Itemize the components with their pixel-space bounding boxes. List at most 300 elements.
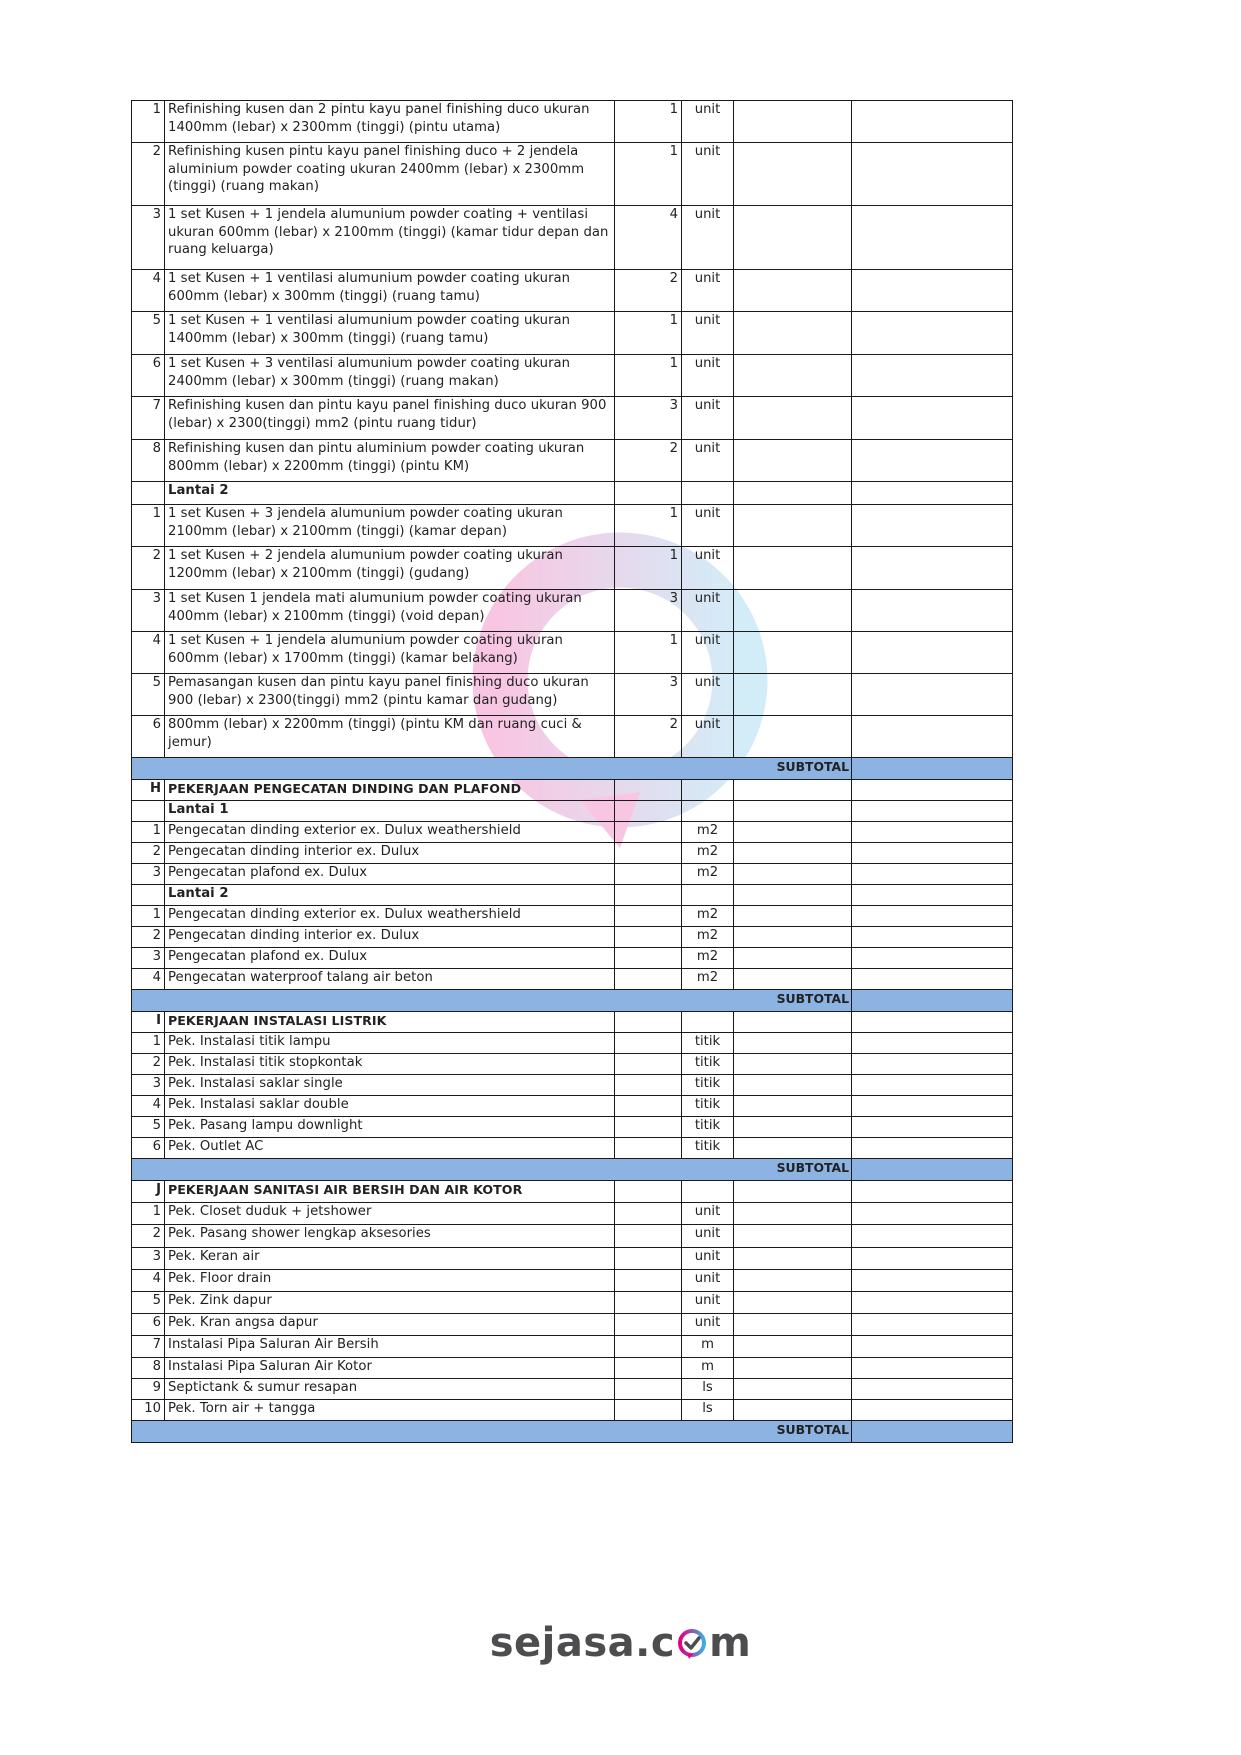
quantity-cell [615,1336,682,1358]
total-price-cell [852,1012,1013,1033]
table-row [132,355,1013,397]
item-number-cell: 9 [132,1379,165,1400]
quantity-cell: 1 [615,143,682,206]
item-number-cell: 4 [132,632,165,674]
unit-price-cell [734,1225,852,1248]
item-number-cell: J [132,1181,165,1203]
subtotal-value-cell [852,1421,1013,1443]
total-price-cell [852,822,1013,843]
unit-cell: unit [682,440,734,482]
item-number-cell: 6 [132,1138,165,1159]
item-number-cell: 1 [132,1203,165,1225]
item-number-cell: 2 [132,547,165,590]
item-number-cell: 4 [132,969,165,990]
item-description-cell: 1 set Kusen 1 jendela mati alumunium powder coating ukuran 400mm (lebar) x 2100mm (tinggi) (void depan) [165,590,615,632]
table-row [132,206,1013,270]
unit-cell: titik [682,1054,734,1075]
total-price-cell [852,1314,1013,1336]
subsection-row [132,801,1013,822]
item-number-cell: 4 [132,1096,165,1117]
quantity-cell [615,864,682,885]
item-number-cell: 8 [132,440,165,482]
quantity-cell: 4 [615,206,682,270]
unit-cell: titik [682,1096,734,1117]
quantity-cell: 2 [615,270,682,312]
quantity-cell [615,1400,682,1421]
item-number-cell: H [132,780,165,801]
quantity-cell: 1 [615,101,682,143]
quantity-cell [615,1138,682,1159]
item-description-cell: Pek. Instalasi saklar single [165,1075,615,1096]
item-number-cell: I [132,1012,165,1033]
total-price-cell [852,906,1013,927]
item-number-cell: 7 [132,397,165,440]
table-row [132,1203,1013,1225]
unit-cell: titik [682,1075,734,1096]
unit-cell: m2 [682,948,734,969]
unit-price-cell [734,1400,852,1421]
table-row [132,397,1013,440]
unit-price-cell [734,948,852,969]
unit-price-cell [734,822,852,843]
unit-price-cell [734,1336,852,1358]
subtotal-spacer [132,1159,165,1181]
quantity-cell [615,1314,682,1336]
item-number-cell: 2 [132,843,165,864]
table-row [132,1379,1013,1400]
table-row [132,590,1013,632]
item-description-cell: Lantai 1 [165,801,615,822]
table-row [132,927,1013,948]
unit-price-cell [734,1292,852,1314]
item-description-cell: 800mm (lebar) x 2200mm (tinggi) (pintu KM dan ruang cuci & jemur) [165,716,615,758]
item-number-cell: 3 [132,1075,165,1096]
table-row [132,1225,1013,1248]
unit-price-cell [734,969,852,990]
unit-cell: unit [682,590,734,632]
quantity-cell [615,948,682,969]
quantity-cell [615,1358,682,1379]
unit-price-cell [734,780,852,801]
item-description-cell: Pek. Pasang lampu downlight [165,1117,615,1138]
unit-cell: unit [682,101,734,143]
item-description-cell: Pengecatan dinding exterior ex. Dulux weathershield [165,822,615,843]
table-row [132,270,1013,312]
item-number-cell: 6 [132,716,165,758]
unit-cell: m2 [682,969,734,990]
quantity-cell [615,1012,682,1033]
total-price-cell [852,547,1013,590]
table-row [132,948,1013,969]
subsection-row [132,885,1013,906]
table-row [132,547,1013,590]
item-description-cell: Pemasangan kusen dan pintu kayu panel finishing duco ukuran 900 (lebar) x 2300(tinggi) mm2 (pintu kamar dan gudang) [165,674,615,716]
item-number-cell: 1 [132,1033,165,1054]
unit-cell: unit [682,143,734,206]
quantity-cell: 2 [615,440,682,482]
quantity-cell: 3 [615,674,682,716]
item-description-cell: 1 set Kusen + 1 jendela alumunium powder coating + ventilasi ukuran 600mm (lebar) x 2100mm (tinggi) (kamar tidur depan dan ruang keluarga) [165,206,615,270]
unit-cell: unit [682,355,734,397]
table-row [132,716,1013,758]
unit-price-cell [734,355,852,397]
table-row [132,1075,1013,1096]
item-description-cell: Pek. Floor drain [165,1270,615,1292]
unit-price-cell [734,716,852,758]
unit-cell: unit [682,1203,734,1225]
total-price-cell [852,355,1013,397]
item-number-cell: 1 [132,101,165,143]
table-row [132,843,1013,864]
item-number-cell: 10 [132,1400,165,1421]
table-row [132,969,1013,990]
item-number-cell: 3 [132,948,165,969]
total-price-cell [852,206,1013,270]
item-description-cell: 1 set Kusen + 3 ventilasi alumunium powder coating ukuran 2400mm (lebar) x 300mm (tinggi) (ruang makan) [165,355,615,397]
subtotal-spacer [132,990,165,1012]
total-price-cell [852,1248,1013,1270]
unit-cell: unit [682,547,734,590]
table-row [132,1270,1013,1292]
unit-price-cell [734,1075,852,1096]
item-description-cell: Pek. Outlet AC [165,1138,615,1159]
unit-price-cell [734,1248,852,1270]
unit-cell: ls [682,1379,734,1400]
total-price-cell [852,143,1013,206]
subtotal-row [132,1159,1013,1181]
unit-cell: unit [682,206,734,270]
unit-cell: titik [682,1138,734,1159]
item-description-cell: Pek. Keran air [165,1248,615,1270]
subtotal-spacer [132,1421,165,1443]
subsection-row [132,482,1013,505]
subtotal-value-cell [852,990,1013,1012]
table-row [132,1054,1013,1075]
total-price-cell [852,397,1013,440]
total-price-cell [852,1225,1013,1248]
total-price-cell [852,927,1013,948]
unit-cell: m2 [682,822,734,843]
quantity-cell [615,927,682,948]
subtotal-label: SUBTOTAL [165,1421,852,1443]
total-price-cell [852,1054,1013,1075]
table-row [132,143,1013,206]
unit-price-cell [734,143,852,206]
unit-price-cell [734,632,852,674]
table-row [132,1400,1013,1421]
quantity-cell [615,482,682,505]
unit-price-cell [734,906,852,927]
subtotal-row [132,1421,1013,1443]
total-price-cell [852,632,1013,674]
quantity-cell: 2 [615,716,682,758]
item-description-cell: PEKERJAAN INSTALASI LISTRIK [165,1012,615,1033]
subtotal-label: SUBTOTAL [165,1159,852,1181]
unit-cell: unit [682,1225,734,1248]
unit-price-cell [734,1117,852,1138]
unit-price-cell [734,505,852,547]
unit-cell [682,885,734,906]
unit-cell: m [682,1336,734,1358]
total-price-cell [852,1400,1013,1421]
total-price-cell [852,482,1013,505]
item-description-cell: Refinishing kusen dan pintu aluminium powder coating ukuran 800mm (lebar) x 2200mm (tinggi) (pintu KM) [165,440,615,482]
table-row [132,312,1013,355]
item-number-cell: 1 [132,906,165,927]
unit-price-cell [734,801,852,822]
logo-text-prefix: sejasa.c [489,1620,676,1666]
item-number-cell: 3 [132,1248,165,1270]
table-row [132,1138,1013,1159]
item-number-cell: 6 [132,1314,165,1336]
unit-price-cell [734,1203,852,1225]
total-price-cell [852,1270,1013,1292]
table-row [132,1358,1013,1379]
item-number-cell: 3 [132,590,165,632]
unit-price-cell [734,864,852,885]
section-header-row [132,1012,1013,1033]
total-price-cell [852,674,1013,716]
table-row [132,822,1013,843]
quantity-cell [615,1054,682,1075]
item-description-cell: 1 set Kusen + 1 ventilasi alumunium powder coating ukuran 600mm (lebar) x 300mm (tinggi) (ruang tamu) [165,270,615,312]
subtotal-label: SUBTOTAL [165,990,852,1012]
item-description-cell: Refinishing kusen dan pintu kayu panel finishing duco ukuran 900 (lebar) x 2300(tinggi) mm2 (pintu ruang tidur) [165,397,615,440]
item-number-cell: 1 [132,822,165,843]
unit-cell: unit [682,270,734,312]
item-description-cell: 1 set Kusen + 1 ventilasi alumunium powder coating ukuran 1400mm (lebar) x 300mm (tinggi) (ruang tamu) [165,312,615,355]
item-number-cell: 1 [132,505,165,547]
quantity-cell [615,1096,682,1117]
item-number-cell: 3 [132,864,165,885]
quantity-cell [615,780,682,801]
quantity-cell [615,1270,682,1292]
item-number-cell: 4 [132,270,165,312]
total-price-cell [852,270,1013,312]
unit-cell: m2 [682,864,734,885]
item-description-cell: Pengecatan dinding interior ex. Dulux [165,927,615,948]
table-row [132,505,1013,547]
total-price-cell [852,1379,1013,1400]
unit-cell: titik [682,1117,734,1138]
unit-cell: unit [682,505,734,547]
item-description-cell: Pengecatan plafond ex. Dulux [165,948,615,969]
item-number-cell: 6 [132,355,165,397]
cost-estimate-table [131,100,1013,1443]
total-price-cell [852,1117,1013,1138]
total-price-cell [852,440,1013,482]
unit-price-cell [734,547,852,590]
unit-price-cell [734,397,852,440]
item-number-cell: 5 [132,674,165,716]
quantity-cell [615,1379,682,1400]
item-description-cell: Pek. Instalasi saklar double [165,1096,615,1117]
unit-cell: m2 [682,843,734,864]
total-price-cell [852,716,1013,758]
unit-price-cell [734,312,852,355]
quantity-cell [615,969,682,990]
unit-cell: unit [682,1292,734,1314]
item-description-cell: 1 set Kusen + 3 jendela alumunium powder coating ukuran 2100mm (lebar) x 2100mm (tinggi) (kamar depan) [165,505,615,547]
item-description-cell: Pengecatan dinding exterior ex. Dulux weathershield [165,906,615,927]
item-number-cell: 4 [132,1270,165,1292]
unit-cell: unit [682,1314,734,1336]
logo-text-suffix: m [709,1620,752,1666]
unit-price-cell [734,440,852,482]
unit-cell: m [682,1358,734,1379]
unit-price-cell [734,1314,852,1336]
unit-cell: titik [682,1033,734,1054]
item-description-cell: Pek. Pasang shower lengkap aksesories [165,1225,615,1248]
table-row [132,101,1013,143]
unit-price-cell [734,843,852,864]
total-price-cell [852,1292,1013,1314]
unit-cell: unit [682,716,734,758]
section-header-row [132,1181,1013,1203]
item-description-cell: Pek. Torn air + tangga [165,1400,615,1421]
total-price-cell [852,969,1013,990]
total-price-cell [852,780,1013,801]
total-price-cell [852,864,1013,885]
total-price-cell [852,1138,1013,1159]
subtotal-value-cell [852,758,1013,780]
quantity-cell [615,1225,682,1248]
quantity-cell: 1 [615,505,682,547]
total-price-cell [852,1181,1013,1203]
item-description-cell: PEKERJAAN SANITASI AIR BERSIH DAN AIR KOTOR [165,1181,615,1203]
total-price-cell [852,885,1013,906]
subtotal-label: SUBTOTAL [165,758,852,780]
item-description-cell: Instalasi Pipa Saluran Air Kotor [165,1358,615,1379]
total-price-cell [852,101,1013,143]
unit-cell: unit [682,632,734,674]
unit-price-cell [734,1138,852,1159]
unit-price-cell [734,885,852,906]
unit-price-cell [734,590,852,632]
item-number-cell: 5 [132,312,165,355]
item-number-cell: 2 [132,1054,165,1075]
unit-price-cell [734,1033,852,1054]
unit-price-cell [734,1054,852,1075]
table-row [132,1314,1013,1336]
unit-cell [682,1012,734,1033]
total-price-cell [852,948,1013,969]
item-number-cell [132,885,165,906]
table-row [132,674,1013,716]
total-price-cell [852,1033,1013,1054]
quantity-cell: 3 [615,590,682,632]
subtotal-value-cell [852,1159,1013,1181]
unit-price-cell [734,270,852,312]
quantity-cell [615,1248,682,1270]
item-description-cell: Lantai 2 [165,885,615,906]
table-row [132,864,1013,885]
total-price-cell [852,1096,1013,1117]
unit-cell: unit [682,1270,734,1292]
item-number-cell: 5 [132,1117,165,1138]
sejasa-logo [0,1620,1241,1666]
quantity-cell [615,885,682,906]
total-price-cell [852,1203,1013,1225]
item-description-cell: Septictank & sumur resapan [165,1379,615,1400]
unit-cell: unit [682,674,734,716]
table-row [132,440,1013,482]
unit-price-cell [734,674,852,716]
unit-price-cell [734,206,852,270]
quantity-cell [615,1033,682,1054]
unit-price-cell [734,1358,852,1379]
subtotal-spacer [132,758,165,780]
table-row [132,1336,1013,1358]
unit-cell: unit [682,397,734,440]
checkmark-bubble-icon [676,1628,708,1660]
unit-cell [682,780,734,801]
item-description-cell: Pengecatan waterproof talang air beton [165,969,615,990]
item-description-cell: 1 set Kusen + 2 jendela alumunium powder coating ukuran 1200mm (lebar) x 2100mm (tinggi) (gudang) [165,547,615,590]
table-row [132,632,1013,674]
table-row [132,1292,1013,1314]
unit-cell [682,801,734,822]
total-price-cell [852,590,1013,632]
table-row [132,1096,1013,1117]
total-price-cell [852,1075,1013,1096]
unit-price-cell [734,927,852,948]
table-row [132,1248,1013,1270]
quantity-cell [615,843,682,864]
unit-price-cell [734,1096,852,1117]
unit-price-cell [734,1270,852,1292]
item-number-cell: 2 [132,1225,165,1248]
quantity-cell [615,1203,682,1225]
unit-price-cell [734,1379,852,1400]
item-description-cell: Pek. Zink dapur [165,1292,615,1314]
item-description-cell: PEKERJAAN PENGECATAN DINDING DAN PLAFOND [165,780,615,801]
unit-price-cell [734,1012,852,1033]
table-row [132,1033,1013,1054]
unit-cell [682,1181,734,1203]
unit-price-cell [734,482,852,505]
quantity-cell [615,1181,682,1203]
quantity-cell [615,1292,682,1314]
item-description-cell: Pek. Closet duduk + jetshower [165,1203,615,1225]
total-price-cell [852,505,1013,547]
item-description-cell: Pek. Kran angsa dapur [165,1314,615,1336]
unit-price-cell [734,1181,852,1203]
quantity-cell [615,1117,682,1138]
item-number-cell [132,801,165,822]
total-price-cell [852,843,1013,864]
unit-cell: unit [682,312,734,355]
unit-cell: m2 [682,927,734,948]
quantity-cell [615,906,682,927]
item-number-cell: 7 [132,1336,165,1358]
quantity-cell: 1 [615,355,682,397]
unit-cell: m2 [682,906,734,927]
total-price-cell [852,1358,1013,1379]
quantity-cell: 3 [615,397,682,440]
quantity-cell: 1 [615,547,682,590]
subtotal-row [132,758,1013,780]
total-price-cell [852,801,1013,822]
item-description-cell: 1 set Kusen + 1 jendela alumunium powder coating ukuran 600mm (lebar) x 1700mm (tinggi) (kamar belakang) [165,632,615,674]
item-description-cell: Pek. Instalasi titik stopkontak [165,1054,615,1075]
item-number-cell: 3 [132,206,165,270]
unit-cell: unit [682,1248,734,1270]
item-description-cell: Lantai 2 [165,482,615,505]
quantity-cell [615,801,682,822]
item-description-cell: Instalasi Pipa Saluran Air Bersih [165,1336,615,1358]
item-description-cell: Refinishing kusen dan 2 pintu kayu panel finishing duco ukuran 1400mm (lebar) x 2300mm (tinggi) (pintu utama) [165,101,615,143]
